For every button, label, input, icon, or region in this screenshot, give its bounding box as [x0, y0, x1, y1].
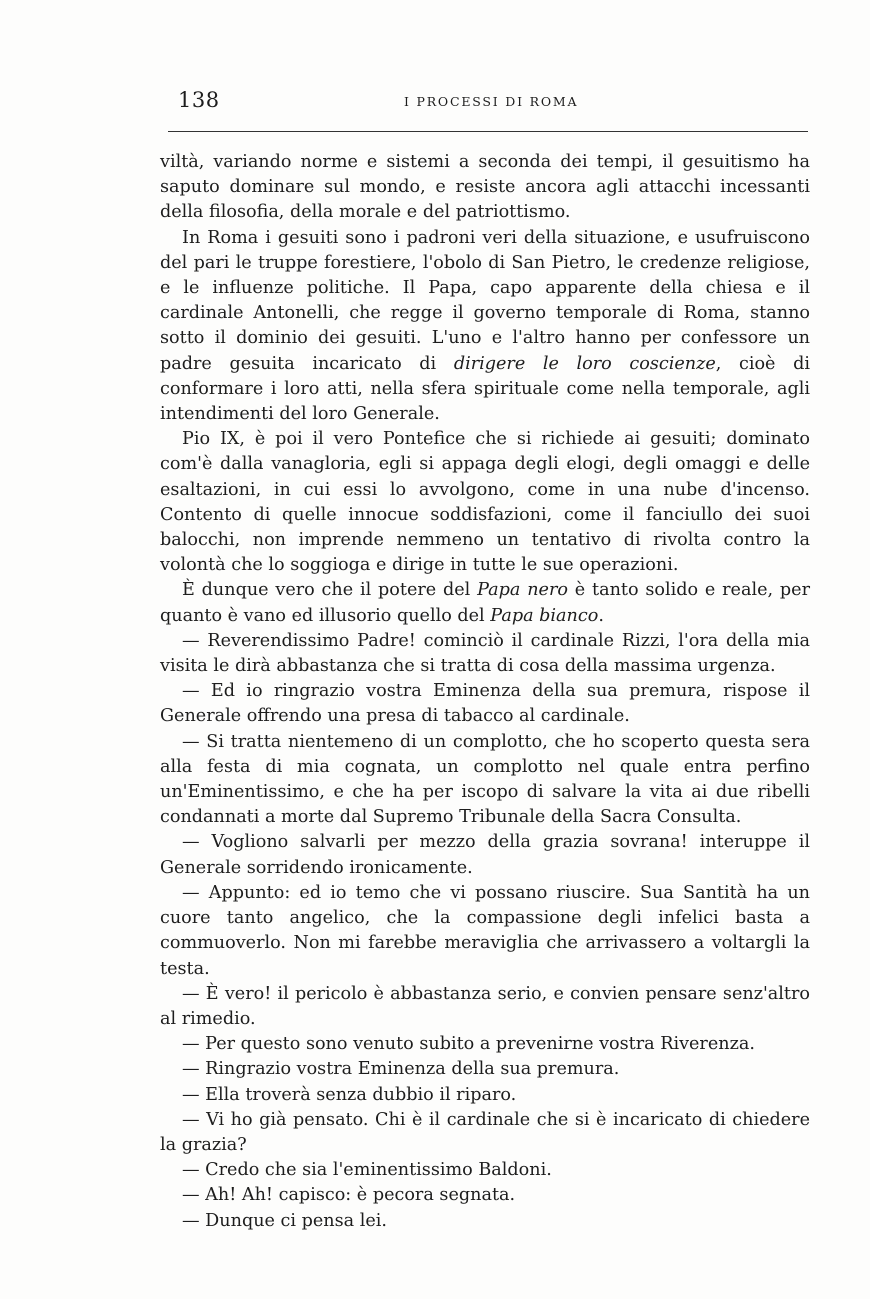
- dialogue-line: — Appunto: ed io temo che vi possano riuscire. Sua Santità ha un cuore tanto angelico, che la compassione degli infelici basta a commuoverlo. Non mi farebbe meraviglia che arrivassero a voltargli la testa.: [160, 882, 810, 979]
- dialogue-line: — Per questo sono venuto subito a prevenirne vostra Riverenza.: [182, 1034, 755, 1055]
- paragraph: In Roma i gesuiti sono i padroni veri della situazione, e usufruiscono del pari le truppe forestiere, l'obolo di San Pietro, le credenze religiose, e le influenze politiche. Il Papa, capo apparente della chiesa e il cardinale Antonelli, che regge il governo temporale di Roma, stanno sotto il dominio dei gesuiti. L'uno e l'altro hanno per confessore un padre gesuita incaricato di dirigere le loro coscienze, cioè di conformare i loro atti, nella sfera spirituale come nella temporale, agli intendimenti del loro Generale.: [160, 227, 810, 425]
- body-text: [160, 150, 810, 1234]
- dialogue-line: — Si tratta nientemeno di un complotto, che ho scoperto questa sera alla festa di mia cognata, un complotto nel quale entra perfino un'Eminentissimo, e che ha per iscopo di salvare la vita ai due ribelli condannati a morte dal Supremo Tribunale della Sacra Consulta.: [160, 731, 810, 828]
- running-head: [168, 88, 808, 122]
- dialogue-line: — Ella troverà senza dubbio il riparo.: [182, 1084, 517, 1105]
- paragraph: Pio IX, è poi il vero Pontefice che si richiede ai gesuiti; dominato com'è dalla vanagloria, egli si appaga degli elogi, degli omaggi e delle esaltazioni, in cui essi lo avvolgono, come in una nube d'incenso. Contento di quelle innocue soddisfazioni, come il fanciullo dei suoi balocchi, non imprende nemmeno un tentativo di rivolta contro la volontà che lo soggioga e dirige in tutte le sue operazioni.: [160, 429, 810, 576]
- dialogue-line: — Credo che sia l'eminentissimo Baldoni.: [182, 1160, 552, 1181]
- page-number: 138: [178, 88, 220, 112]
- paragraph: È dunque vero che il potere del Papa nero è tanto solido e reale, per quanto è vano ed illusorio quello del Papa bianco.: [160, 580, 810, 626]
- dialogue-line: — Ah! Ah! capisco: è pecora segnata.: [182, 1185, 516, 1206]
- dialogue-line: — È vero! il pericolo è abbastanza serio, e convien pensare senz'altro al rimedio.: [160, 983, 810, 1029]
- running-title: I PROCESSI DI ROMA: [404, 94, 579, 109]
- italic-phrase: dirigere le loro coscienze: [453, 353, 716, 374]
- dialogue-line: — Vi ho già pensato. Chi è il cardinale che si è incaricato di chiedere la grazia?: [160, 1109, 810, 1155]
- header-rule: [168, 131, 808, 132]
- dialogue-line: — Ringrazio vostra Eminenza della sua premura.: [182, 1059, 620, 1080]
- paragraph: viltà, variando norme e sistemi a seconda dei tempi, il gesuitismo ha saputo dominare sul mondo, e resiste ancora agli attacchi incessanti della filosofia, della morale e del patriottismo.: [160, 152, 810, 223]
- dialogue-line: — Reverendissimo Padre! cominciò il cardinale Rizzi, l'ora della mia visita le dirà abbastanza che si tratta di cosa della massima urgenza.: [160, 630, 810, 677]
- dialogue-line: — Vogliono salvarli per mezzo della grazia sovrana! interuppe il Generale sorridendo ironicamente.: [160, 832, 810, 878]
- italic-phrase: Papa bianco: [490, 605, 599, 626]
- italic-phrase: Papa nero: [477, 580, 568, 601]
- dialogue-line: — Dunque ci pensa lei.: [182, 1210, 387, 1231]
- dialogue-line: — Ed io ringrazio vostra Eminenza della sua premura, rispose il Generale offrendo una presa di tabacco al cardinale.: [160, 681, 810, 727]
